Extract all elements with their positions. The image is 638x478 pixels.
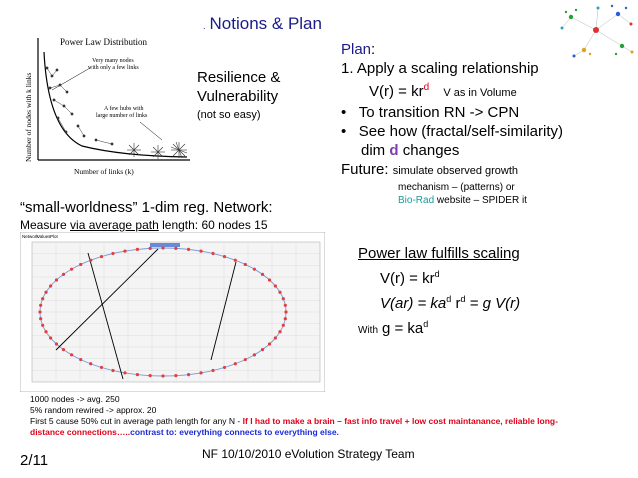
notes-line1: 1000 nodes -> avg. 250: [30, 394, 120, 404]
ring-node: [89, 259, 92, 262]
ring-node: [111, 252, 114, 255]
measure-link: via average path: [70, 218, 159, 232]
ring-node: [278, 330, 281, 333]
future-label: Future:: [341, 161, 389, 178]
ring-node: [136, 373, 139, 376]
ring-node: [187, 373, 190, 376]
plan-formula-sup: d: [423, 82, 430, 93]
ring-node: [38, 310, 41, 313]
scaling-block: [358, 244, 520, 341]
ring-node: [44, 291, 47, 294]
ring-node: [268, 278, 271, 281]
ring-node: [174, 247, 177, 250]
notes-line3-red: If I had to make a brain – fast info travel + low cost maintanance, reliable long-: [242, 416, 558, 426]
ring-node: [199, 371, 202, 374]
ring-network-chart: [20, 232, 325, 392]
plan-bullet-2b-pre: dim: [361, 142, 386, 159]
ring-node: [234, 259, 237, 262]
slide-number: 2/11: [20, 452, 49, 469]
tab-plot: Plot: [50, 234, 58, 239]
tab-network: Network: [22, 234, 39, 239]
ring-node: [253, 353, 256, 356]
ring-node: [89, 362, 92, 365]
resilience-line1: Resilience &: [197, 69, 281, 86]
plaw-xlabel: Number of links (k): [74, 167, 134, 176]
scaling-l2-post: = g V(r): [465, 295, 521, 312]
ring-node: [70, 353, 73, 356]
ring-node: [223, 255, 226, 258]
ring-node: [44, 330, 47, 333]
bullet-icon: •: [341, 123, 359, 140]
resilience-line3: (not so easy): [197, 109, 261, 121]
ring-node: [261, 348, 264, 351]
ring-tabs: [22, 234, 59, 239]
notes-line2: 5% random rewired -> approx. 20: [30, 405, 157, 415]
slide-title: [203, 14, 322, 34]
ring-node: [161, 374, 164, 377]
scaling-with: With: [358, 325, 378, 336]
title-dot: .: [203, 21, 206, 31]
ring-node: [211, 252, 214, 255]
scaling-l2-mid: r: [451, 295, 461, 312]
ring-node: [211, 369, 214, 372]
network-thumbnail: [556, 2, 636, 60]
resilience-line2: Vulnerability: [197, 88, 279, 105]
scaling-l3: g = ka: [382, 320, 424, 337]
ring-node: [55, 342, 58, 345]
plan-d: d: [389, 142, 399, 159]
scaling-l2-sup2: d: [460, 294, 466, 304]
ring-node: [268, 342, 271, 345]
ring-node: [274, 336, 277, 339]
ring-node: [253, 268, 256, 271]
future-line3: website – SPIDER it: [436, 195, 527, 206]
future-line2: mechanism – (patterns) or: [398, 182, 515, 193]
ring-node: [123, 250, 126, 253]
ring-node: [39, 304, 42, 307]
ring-node: [79, 263, 82, 266]
ring-node: [234, 362, 237, 365]
footer-text: NF 10/10/2010 eVolution Strategy Team: [202, 447, 415, 461]
ring-node: [274, 284, 277, 287]
ring-node: [62, 273, 65, 276]
ring-node: [49, 336, 52, 339]
notes-line4-blue: contrast to: everything connects to everything else.: [130, 427, 339, 437]
resilience-block: [197, 68, 280, 125]
plan-colon: :: [371, 41, 376, 58]
ring-node: [70, 268, 73, 271]
ring-node: [100, 366, 103, 369]
scaling-heading: Power law fulfills scaling: [358, 245, 520, 262]
ring-node: [55, 278, 58, 281]
smallworld-heading: “small-worldness” 1-dim reg. Network:: [20, 199, 273, 216]
plan-bullet-1: To transition RN -> CPN: [358, 104, 520, 121]
scaling-l1: V(r) = kr: [380, 270, 435, 287]
plan-item-1: 1. Apply a scaling relationship: [341, 60, 539, 77]
ring-node: [282, 297, 285, 300]
measure-line: [20, 218, 268, 233]
ring-node: [100, 255, 103, 258]
notes-block: [30, 394, 558, 438]
power-law-figure: [22, 30, 192, 180]
plan-block: [341, 40, 563, 207]
notes-line4-red: distance connections…..: [30, 427, 131, 437]
scaling-l3-sup: d: [423, 319, 429, 329]
plan-heading: Plan: [341, 41, 372, 58]
plaw-ylabel: Number of nodes with k links: [24, 72, 33, 162]
plaw-title: Power Law Distribution: [60, 37, 147, 47]
ring-node: [199, 250, 202, 253]
ring-node: [149, 247, 152, 250]
plaw-annotation-hubs: A few hubs with large number of links: [96, 106, 148, 119]
ring-node: [111, 369, 114, 372]
ring-node: [278, 291, 281, 294]
ring-node: [79, 358, 82, 361]
scaling-l1-sup: d: [434, 269, 440, 279]
ring-node: [136, 248, 139, 251]
ring-node: [282, 324, 285, 327]
ring-node: [244, 358, 247, 361]
ring-node: [244, 263, 247, 266]
ring-node: [149, 374, 152, 377]
ring-node: [41, 324, 44, 327]
plaw-annotation-many: Very many nodes with only a few links: [88, 58, 139, 71]
scaling-l2-sup1: d: [446, 294, 452, 304]
plan-bullet-2: See how (fractal/self-similarity): [358, 123, 563, 140]
ring-node: [261, 273, 264, 276]
ring-node: [187, 248, 190, 251]
ring-node: [41, 297, 44, 300]
plan-bullet-2b-post: changes: [402, 142, 460, 159]
plan-formula-note: V as in Volume: [443, 87, 517, 99]
ring-node: [49, 284, 52, 287]
ring-node: [284, 317, 287, 320]
ring-node: [284, 304, 287, 307]
notes-line3-black: First 5 cause 50% cut in average path length for any N -: [30, 416, 241, 426]
title-text: Notions & Plan: [209, 14, 322, 33]
ring-node: [39, 317, 42, 320]
plan-formula: V(r) = kr: [369, 83, 424, 100]
measure-pre: Measure: [20, 218, 67, 232]
future-text: simulate observed growth: [392, 165, 519, 177]
ring-node: [223, 366, 226, 369]
scaling-l2-pre: V(ar) = ka: [380, 295, 447, 312]
measure-post: length: 60 nodes 15: [162, 218, 268, 232]
ring-node: [161, 246, 164, 249]
biorad-link[interactable]: Bio-Rad: [398, 195, 435, 206]
bullet-icon: •: [341, 104, 359, 121]
ring-node: [284, 310, 287, 313]
tab-values: Values: [37, 234, 51, 239]
ring-node: [123, 371, 126, 374]
ring-node: [62, 348, 65, 351]
ring-node: [174, 374, 177, 377]
